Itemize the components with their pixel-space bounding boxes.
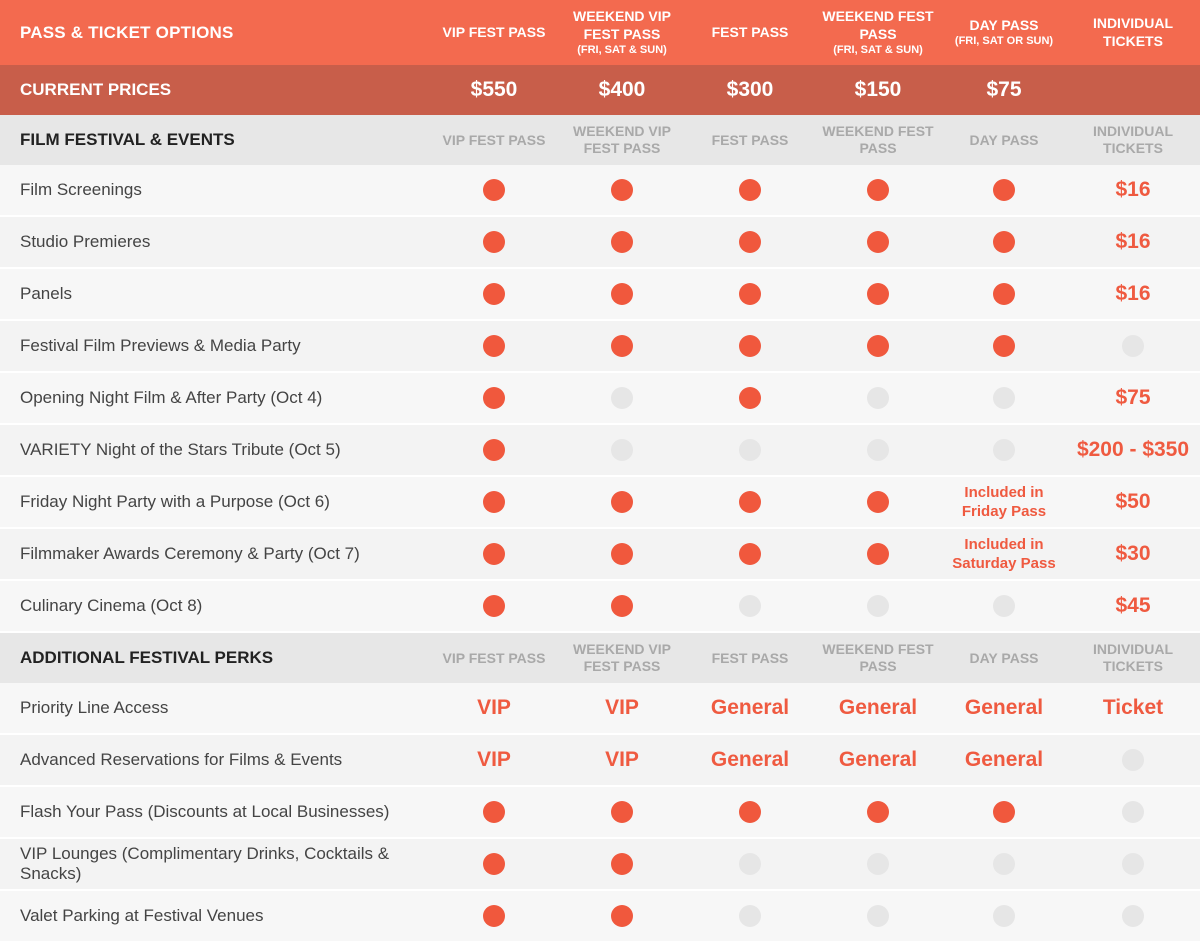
included-dot-icon <box>483 905 505 927</box>
header-col-title: FEST PASS <box>711 23 789 40</box>
included-dot-icon <box>739 231 761 253</box>
access-tier: General <box>710 696 790 719</box>
cell-weekend-vip-fest-pass <box>558 283 686 305</box>
cell-individual-tickets <box>1066 594 1200 618</box>
row-label: Filmmaker Awards Ceremony & Party (Oct 7) <box>20 544 360 563</box>
row-label: Valet Parking at Festival Venues <box>20 906 264 925</box>
cell-day-pass <box>942 387 1066 409</box>
section-col-weekend-fest-pass: WEEKEND FEST PASS <box>822 123 934 156</box>
cell-day-pass <box>942 535 1066 573</box>
cell-vip-fest-pass <box>430 905 558 927</box>
ticket-price: $200 - $350 <box>1076 438 1190 461</box>
cell-day-pass <box>942 483 1066 521</box>
table-row <box>0 269 1200 321</box>
price-vip-fest-pass: $550 <box>470 78 518 101</box>
not-included-dot-icon <box>611 439 633 461</box>
not-included-dot-icon <box>739 439 761 461</box>
access-tier: General <box>838 748 918 771</box>
section-col-vip-fest-pass: VIP FEST PASS <box>442 131 546 148</box>
header-col-title: VIP FEST PASS <box>442 23 546 40</box>
cell-individual-tickets <box>1066 490 1200 514</box>
included-dot-icon <box>483 801 505 823</box>
included-dot-icon <box>611 491 633 513</box>
price-fest-pass: $300 <box>726 78 774 101</box>
header-col-subtitle: (FRI, SAT OR SUN) <box>954 35 1054 47</box>
table-row <box>0 529 1200 581</box>
table-row <box>0 787 1200 839</box>
included-dot-icon <box>867 491 889 513</box>
not-included-dot-icon <box>993 853 1015 875</box>
cell-vip-fest-pass <box>430 491 558 513</box>
header-col-title: WEEKEND FEST PASS <box>822 8 934 42</box>
not-included-dot-icon <box>611 387 633 409</box>
current-prices-label: CURRENT PRICES <box>20 80 172 99</box>
cell-weekend-vip-fest-pass <box>558 696 686 720</box>
cell-vip-fest-pass <box>430 748 558 772</box>
row-label: Culinary Cinema (Oct 8) <box>20 596 203 615</box>
ticket-price: $30 <box>1115 542 1151 565</box>
section-header-row <box>0 633 1200 683</box>
included-dot-icon <box>867 231 889 253</box>
cell-weekend-vip-fest-pass <box>558 543 686 565</box>
header-col-weekend-vip-fest-pass <box>558 8 686 57</box>
cell-day-pass <box>942 335 1066 357</box>
cell-weekend-vip-fest-pass <box>558 801 686 823</box>
ticket-price: $75 <box>1115 386 1151 409</box>
cell-individual-tickets <box>1066 542 1200 566</box>
not-included-dot-icon <box>867 905 889 927</box>
included-dot-icon <box>483 439 505 461</box>
row-label: Priority Line Access <box>20 698 169 717</box>
price-day-pass: $75 <box>986 78 1022 101</box>
included-dot-icon <box>611 543 633 565</box>
access-tier: Ticket <box>1102 696 1164 719</box>
cell-day-pass <box>942 231 1066 253</box>
included-dot-icon <box>739 387 761 409</box>
table-row <box>0 735 1200 787</box>
cell-day-pass <box>942 853 1066 875</box>
access-tier: VIP <box>477 696 511 719</box>
cell-individual-tickets <box>1066 853 1200 875</box>
cell-vip-fest-pass <box>430 595 558 617</box>
cell-weekend-fest-pass <box>814 231 942 253</box>
not-included-dot-icon <box>739 595 761 617</box>
cell-weekend-vip-fest-pass <box>558 231 686 253</box>
included-dot-icon <box>483 335 505 357</box>
header-col-title: WEEKEND VIP FEST PASS <box>572 8 671 42</box>
included-dot-icon <box>483 595 505 617</box>
section-header-row <box>0 115 1200 165</box>
cell-individual-tickets <box>1066 282 1200 306</box>
header-col-vip-fest-pass <box>430 24 558 42</box>
row-label: Friday Night Party with a Purpose (Oct 6) <box>20 492 330 511</box>
header-col-fest-pass <box>686 24 814 42</box>
included-dot-icon <box>993 335 1015 357</box>
cell-individual-tickets <box>1066 801 1200 823</box>
cell-vip-fest-pass <box>430 801 558 823</box>
cell-day-pass <box>942 696 1066 720</box>
included-dot-icon <box>483 231 505 253</box>
table-row <box>0 683 1200 735</box>
row-label: VARIETY Night of the Stars Tribute (Oct 5) <box>20 440 341 459</box>
table-row <box>0 477 1200 529</box>
included-dot-icon <box>611 853 633 875</box>
table-row <box>0 217 1200 269</box>
included-dot-icon <box>739 543 761 565</box>
header-col-weekend-fest-pass <box>814 8 942 57</box>
cell-vip-fest-pass <box>430 543 558 565</box>
included-dot-icon <box>993 231 1015 253</box>
not-included-dot-icon <box>1122 335 1144 357</box>
cell-weekend-vip-fest-pass <box>558 853 686 875</box>
cell-weekend-vip-fest-pass <box>558 439 686 461</box>
included-dot-icon <box>483 853 505 875</box>
current-prices-row <box>0 65 1200 115</box>
table-row <box>0 581 1200 633</box>
not-included-dot-icon <box>867 853 889 875</box>
cell-vip-fest-pass <box>430 335 558 357</box>
not-included-dot-icon <box>993 905 1015 927</box>
cell-fest-pass <box>686 439 814 461</box>
not-included-dot-icon <box>993 595 1015 617</box>
cell-weekend-vip-fest-pass <box>558 179 686 201</box>
access-tier: General <box>964 748 1044 771</box>
cell-weekend-fest-pass <box>814 905 942 927</box>
header-col-subtitle: (FRI, SAT & SUN) <box>833 44 923 56</box>
row-label: Opening Night Film & After Party (Oct 4) <box>20 388 323 407</box>
header-col-title: DAY PASS <box>969 17 1039 33</box>
section-col-day-pass: DAY PASS <box>969 649 1039 666</box>
price-weekend-vip-fest-pass: $400 <box>598 78 646 101</box>
header-col-subtitle: (FRI, SAT & SUN) <box>577 44 667 56</box>
row-label: Festival Film Previews & Media Party <box>20 336 301 355</box>
cell-individual-tickets <box>1066 178 1200 202</box>
table-row <box>0 839 1200 891</box>
section-title: FILM FESTIVAL & EVENTS <box>20 130 235 149</box>
header-col-day-pass <box>942 17 1066 48</box>
cell-fest-pass <box>686 283 814 305</box>
cell-weekend-fest-pass <box>814 283 942 305</box>
access-tier: General <box>710 748 790 771</box>
cell-day-pass <box>942 439 1066 461</box>
included-dot-icon <box>867 283 889 305</box>
cell-fest-pass <box>686 853 814 875</box>
cell-weekend-fest-pass <box>814 801 942 823</box>
section-col-weekend-vip-fest-pass: WEEKEND VIP FEST PASS <box>572 641 671 674</box>
cell-day-pass <box>942 905 1066 927</box>
included-dot-icon <box>611 595 633 617</box>
cell-weekend-fest-pass <box>814 491 942 513</box>
cell-day-pass <box>942 283 1066 305</box>
cell-vip-fest-pass <box>430 387 558 409</box>
ticket-price: $16 <box>1115 230 1151 253</box>
included-dot-icon <box>483 283 505 305</box>
cell-weekend-fest-pass <box>814 696 942 720</box>
table-row <box>0 891 1200 943</box>
included-dot-icon <box>867 801 889 823</box>
included-note: Included in Saturday Pass <box>952 536 1056 572</box>
table-row <box>0 165 1200 217</box>
not-included-dot-icon <box>1122 853 1144 875</box>
cell-individual-tickets <box>1066 905 1200 927</box>
not-included-dot-icon <box>1122 905 1144 927</box>
cell-vip-fest-pass <box>430 696 558 720</box>
cell-weekend-vip-fest-pass <box>558 595 686 617</box>
price-weekend-fest-pass: $150 <box>854 78 902 101</box>
included-dot-icon <box>993 283 1015 305</box>
included-dot-icon <box>611 801 633 823</box>
access-tier: General <box>964 696 1044 719</box>
row-label: Flash Your Pass (Discounts at Local Businesses) <box>20 802 390 821</box>
not-included-dot-icon <box>739 905 761 927</box>
table-body <box>0 115 1200 943</box>
included-dot-icon <box>483 179 505 201</box>
cell-fest-pass <box>686 491 814 513</box>
table-row <box>0 321 1200 373</box>
cell-fest-pass <box>686 543 814 565</box>
included-dot-icon <box>739 179 761 201</box>
section-col-day-pass: DAY PASS <box>969 131 1039 148</box>
cell-fest-pass <box>686 387 814 409</box>
cell-individual-tickets <box>1066 230 1200 254</box>
access-tier: General <box>838 696 918 719</box>
ticket-price: $45 <box>1115 594 1151 617</box>
included-dot-icon <box>483 387 505 409</box>
cell-individual-tickets <box>1066 335 1200 357</box>
not-included-dot-icon <box>993 439 1015 461</box>
section-col-fest-pass: FEST PASS <box>711 649 789 666</box>
included-dot-icon <box>611 283 633 305</box>
cell-fest-pass <box>686 748 814 772</box>
cell-weekend-fest-pass <box>814 543 942 565</box>
header-col-title: INDIVIDUAL TICKETS <box>1092 14 1174 49</box>
not-included-dot-icon <box>1122 749 1144 771</box>
included-dot-icon <box>867 335 889 357</box>
included-dot-icon <box>993 179 1015 201</box>
cell-weekend-vip-fest-pass <box>558 387 686 409</box>
cell-vip-fest-pass <box>430 439 558 461</box>
cell-day-pass <box>942 179 1066 201</box>
not-included-dot-icon <box>867 387 889 409</box>
included-dot-icon <box>739 491 761 513</box>
cell-weekend-fest-pass <box>814 439 942 461</box>
cell-fest-pass <box>686 179 814 201</box>
cell-vip-fest-pass <box>430 179 558 201</box>
cell-individual-tickets <box>1066 749 1200 771</box>
section-col-weekend-vip-fest-pass: WEEKEND VIP FEST PASS <box>572 123 671 156</box>
section-title: ADDITIONAL FESTIVAL PERKS <box>20 648 274 667</box>
access-tier: VIP <box>605 696 639 719</box>
row-label: Studio Premieres <box>20 232 151 251</box>
table-row <box>0 425 1200 477</box>
cell-day-pass <box>942 595 1066 617</box>
row-label: Panels <box>20 284 72 303</box>
cell-individual-tickets <box>1066 696 1200 720</box>
cell-vip-fest-pass <box>430 283 558 305</box>
cell-day-pass <box>942 801 1066 823</box>
cell-weekend-fest-pass <box>814 595 942 617</box>
ticket-price: $16 <box>1115 178 1151 201</box>
included-dot-icon <box>611 905 633 927</box>
included-dot-icon <box>483 491 505 513</box>
not-included-dot-icon <box>867 439 889 461</box>
included-dot-icon <box>611 335 633 357</box>
included-dot-icon <box>739 283 761 305</box>
cell-fest-pass <box>686 335 814 357</box>
section-col-vip-fest-pass: VIP FEST PASS <box>442 649 546 666</box>
section-col-individual-tickets: INDIVIDUAL TICKETS <box>1092 641 1174 674</box>
access-tier: VIP <box>605 748 639 771</box>
section-col-weekend-fest-pass: WEEKEND FEST PASS <box>822 641 934 674</box>
included-dot-icon <box>993 801 1015 823</box>
cell-weekend-fest-pass <box>814 748 942 772</box>
included-note: Included in Friday Pass <box>961 484 1047 520</box>
cell-weekend-fest-pass <box>814 387 942 409</box>
not-included-dot-icon <box>993 387 1015 409</box>
cell-weekend-vip-fest-pass <box>558 491 686 513</box>
cell-vip-fest-pass <box>430 853 558 875</box>
cell-individual-tickets <box>1066 438 1200 462</box>
cell-weekend-fest-pass <box>814 179 942 201</box>
row-label: Film Screenings <box>20 180 142 199</box>
ticket-price: $50 <box>1115 490 1151 513</box>
not-included-dot-icon <box>739 853 761 875</box>
cell-individual-tickets <box>1066 386 1200 410</box>
header-col-individual-tickets <box>1066 15 1200 51</box>
cell-weekend-vip-fest-pass <box>558 905 686 927</box>
cell-fest-pass <box>686 696 814 720</box>
cell-fest-pass <box>686 231 814 253</box>
cell-weekend-vip-fest-pass <box>558 335 686 357</box>
cell-fest-pass <box>686 595 814 617</box>
included-dot-icon <box>611 179 633 201</box>
table-title: PASS & TICKET OPTIONS <box>20 22 234 42</box>
cell-vip-fest-pass <box>430 231 558 253</box>
included-dot-icon <box>739 335 761 357</box>
included-dot-icon <box>739 801 761 823</box>
row-label: VIP Lounges (Complimentary Drinks, Cocktails & Snacks) <box>20 844 390 883</box>
not-included-dot-icon <box>1122 801 1144 823</box>
cell-weekend-fest-pass <box>814 335 942 357</box>
included-dot-icon <box>483 543 505 565</box>
cell-weekend-vip-fest-pass <box>558 748 686 772</box>
row-label: Advanced Reservations for Films & Events <box>20 750 343 769</box>
cell-fest-pass <box>686 905 814 927</box>
cell-weekend-fest-pass <box>814 853 942 875</box>
not-included-dot-icon <box>867 595 889 617</box>
table-row <box>0 373 1200 425</box>
cell-fest-pass <box>686 801 814 823</box>
included-dot-icon <box>611 231 633 253</box>
access-tier: VIP <box>477 748 511 771</box>
section-col-individual-tickets: INDIVIDUAL TICKETS <box>1092 123 1174 156</box>
section-col-fest-pass: FEST PASS <box>711 131 789 148</box>
cell-day-pass <box>942 748 1066 772</box>
included-dot-icon <box>867 179 889 201</box>
table-header-row <box>0 0 1200 65</box>
included-dot-icon <box>867 543 889 565</box>
ticket-price: $16 <box>1115 282 1151 305</box>
